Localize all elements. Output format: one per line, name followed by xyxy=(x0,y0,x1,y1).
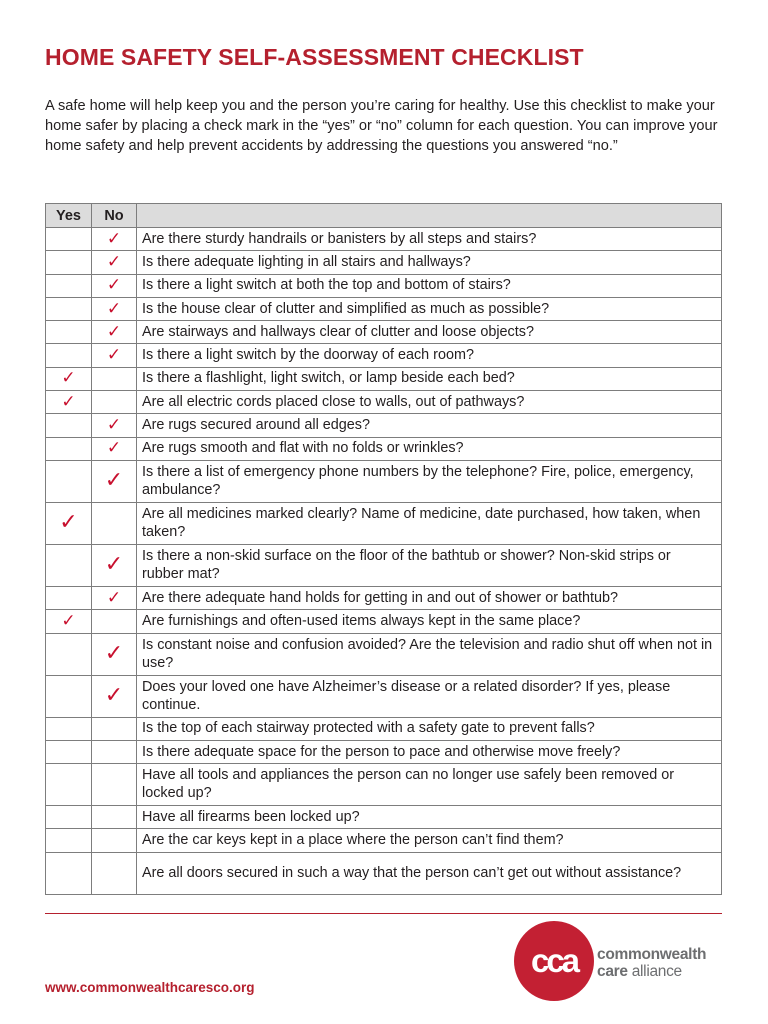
question-text: Is there a light switch at both the top and bottom of stairs? xyxy=(137,274,722,297)
yes-cell[interactable] xyxy=(46,675,92,717)
checklist-row xyxy=(46,717,722,740)
question-text: Is there a non-skid surface on the floor of the bathtub or shower? Non-skid strips or rubber mat? xyxy=(137,544,722,586)
no-cell[interactable] xyxy=(92,852,137,894)
checklist-row xyxy=(46,367,722,390)
yes-cell[interactable] xyxy=(46,297,92,320)
no-cell[interactable] xyxy=(92,610,137,633)
question-text: Is the house clear of clutter and simplified as much as possible? xyxy=(137,297,722,320)
checklist-row xyxy=(46,586,722,609)
cca-logo-alliance: alliance xyxy=(627,963,682,980)
question-text: Are rugs secured around all edges? xyxy=(137,414,722,437)
checklist-row xyxy=(46,251,722,274)
checkmark-icon: ✓ xyxy=(106,298,122,319)
checklist-row xyxy=(46,806,722,829)
no-cell[interactable] xyxy=(92,391,137,414)
yes-cell[interactable] xyxy=(46,502,92,544)
no-cell[interactable] xyxy=(92,460,137,502)
yes-cell[interactable] xyxy=(46,586,92,609)
no-cell[interactable] xyxy=(92,544,137,586)
yes-cell[interactable] xyxy=(46,852,92,894)
question-text: Are all medicines marked clearly? Name of medicine, date purchased, how taken, when taken? xyxy=(137,502,722,544)
no-cell[interactable] xyxy=(92,251,137,274)
no-cell[interactable] xyxy=(92,344,137,367)
no-cell[interactable] xyxy=(92,437,137,460)
question-text: Are all doors secured in such a way that the person can’t get out without assistance? xyxy=(137,852,722,894)
cca-logo xyxy=(514,921,744,1001)
checklist-row xyxy=(46,610,722,633)
no-cell[interactable] xyxy=(92,829,137,852)
cca-logo-care: care xyxy=(597,963,628,980)
no-cell[interactable] xyxy=(92,297,137,320)
checklist-row xyxy=(46,633,722,675)
intro-paragraph: A safe home will help keep you and the person you’re caring for healthy. Use this checklist to make your home safer by placing a check mark in the “yes” or “no” column for each question. You can improve your home safety and help prevent accidents by addressing the questions you answered “no.” xyxy=(45,98,718,154)
checkmark-icon: ✓ xyxy=(106,345,122,366)
question-text: Is there a light switch by the doorway of each room? xyxy=(137,344,722,367)
checklist-row xyxy=(46,829,722,852)
checkmark-icon: ✓ xyxy=(106,275,122,296)
checklist-row xyxy=(46,414,722,437)
footer-divider xyxy=(45,913,722,914)
yes-cell[interactable] xyxy=(46,460,92,502)
checkmark-icon: ✓ xyxy=(106,415,122,436)
yes-cell[interactable] xyxy=(46,437,92,460)
question-text: Have all firearms been locked up? xyxy=(137,806,722,829)
question-text: Are stairways and hallways clear of clutter and loose objects? xyxy=(137,321,722,344)
checklist-row xyxy=(46,764,722,806)
checklist-header-row xyxy=(46,204,722,228)
no-cell[interactable] xyxy=(92,321,137,344)
website-link[interactable]: www.commonwealthcaresco.org xyxy=(45,980,255,995)
checklist-row xyxy=(46,852,722,894)
checklist-body xyxy=(46,228,722,895)
yes-cell[interactable] xyxy=(46,740,92,763)
cca-logo-name-line1: commonwealth xyxy=(597,946,707,963)
question-text: Is there a list of emergency phone numbers by the telephone? Fire, police, emergency, ambulance? xyxy=(137,460,722,502)
checkmark-icon: ✓ xyxy=(104,468,124,494)
checklist-row xyxy=(46,544,722,586)
checkmark-icon: ✓ xyxy=(104,683,124,709)
no-cell[interactable] xyxy=(92,502,137,544)
question-column-header xyxy=(137,204,722,228)
yes-cell[interactable] xyxy=(46,251,92,274)
question-text: Are all electric cords placed close to walls, out of pathways? xyxy=(137,391,722,414)
checklist-row xyxy=(46,344,722,367)
no-column-header: No xyxy=(92,204,137,228)
no-cell[interactable] xyxy=(92,764,137,806)
yes-cell[interactable] xyxy=(46,829,92,852)
no-cell[interactable] xyxy=(92,274,137,297)
checkmark-icon: ✓ xyxy=(61,391,76,412)
no-cell[interactable] xyxy=(92,586,137,609)
checklist-row xyxy=(46,228,722,251)
question-text: Are the car keys kept in a place where the person can’t find them? xyxy=(137,829,722,852)
yes-cell[interactable] xyxy=(46,391,92,414)
question-text: Is constant noise and confusion avoided? Are the television and radio shut off when not in use? xyxy=(137,633,722,675)
checklist-row xyxy=(46,502,722,544)
cca-logo-mark: cca xyxy=(514,921,594,1001)
yes-cell[interactable] xyxy=(46,228,92,251)
document-title: HOME SAFETY SELF-ASSESSMENT CHECKLIST xyxy=(45,44,584,70)
checkmark-icon: ✓ xyxy=(106,228,122,249)
question-text: Have all tools and appliances the person can no longer use safely been removed or locked up? xyxy=(137,764,722,806)
no-cell[interactable] xyxy=(92,806,137,829)
checklist-row xyxy=(46,460,722,502)
checkmark-icon: ✓ xyxy=(61,368,76,389)
yes-cell[interactable] xyxy=(46,806,92,829)
yes-cell[interactable] xyxy=(46,544,92,586)
question-text: Are there sturdy handrails or banisters by all steps and stairs? xyxy=(137,228,722,251)
question-text: Are there adequate hand holds for getting in and out of shower or bathtub? xyxy=(137,586,722,609)
yes-cell[interactable] xyxy=(46,717,92,740)
checklist-row xyxy=(46,437,722,460)
yes-cell[interactable] xyxy=(46,633,92,675)
cca-logo-name-line2 xyxy=(597,963,682,981)
question-text: Is there a flashlight, light switch, or lamp beside each bed? xyxy=(137,367,722,390)
no-cell[interactable] xyxy=(92,228,137,251)
yes-cell[interactable] xyxy=(46,764,92,806)
no-cell[interactable] xyxy=(92,633,137,675)
checkmark-icon: ✓ xyxy=(106,321,122,342)
no-cell[interactable] xyxy=(92,367,137,390)
checkmark-icon: ✓ xyxy=(59,510,78,536)
checklist-row xyxy=(46,297,722,320)
checkmark-icon: ✓ xyxy=(106,587,122,608)
checklist-row xyxy=(46,321,722,344)
yes-cell[interactable] xyxy=(46,274,92,297)
question-text: Is there adequate space for the person to pace and otherwise move freely? xyxy=(137,740,722,763)
no-cell[interactable] xyxy=(92,675,137,717)
checkmark-icon: ✓ xyxy=(104,641,124,667)
question-text: Are rugs smooth and flat with no folds or wrinkles? xyxy=(137,437,722,460)
no-cell[interactable] xyxy=(92,414,137,437)
question-text: Are furnishings and often-used items always kept in the same place? xyxy=(137,610,722,633)
question-text: Is the top of each stairway protected with a safety gate to prevent falls? xyxy=(137,717,722,740)
yes-cell[interactable] xyxy=(46,610,92,633)
checklist-table xyxy=(45,203,722,895)
checkmark-icon: ✓ xyxy=(106,251,122,272)
yes-cell[interactable] xyxy=(46,344,92,367)
checkmark-icon: ✓ xyxy=(61,610,76,631)
checklist-row xyxy=(46,391,722,414)
checklist-row xyxy=(46,740,722,763)
question-text: Does your loved one have Alzheimer’s disease or a related disorder? If yes, please continue. xyxy=(137,675,722,717)
checklist-row xyxy=(46,274,722,297)
question-text: Is there adequate lighting in all stairs and hallways? xyxy=(137,251,722,274)
checkmark-icon: ✓ xyxy=(106,438,122,459)
checklist-row xyxy=(46,675,722,717)
checkmark-icon: ✓ xyxy=(104,552,124,578)
yes-cell[interactable] xyxy=(46,367,92,390)
yes-column-header: Yes xyxy=(46,204,92,228)
no-cell[interactable] xyxy=(92,717,137,740)
yes-cell[interactable] xyxy=(46,321,92,344)
no-cell[interactable] xyxy=(92,740,137,763)
yes-cell[interactable] xyxy=(46,414,92,437)
